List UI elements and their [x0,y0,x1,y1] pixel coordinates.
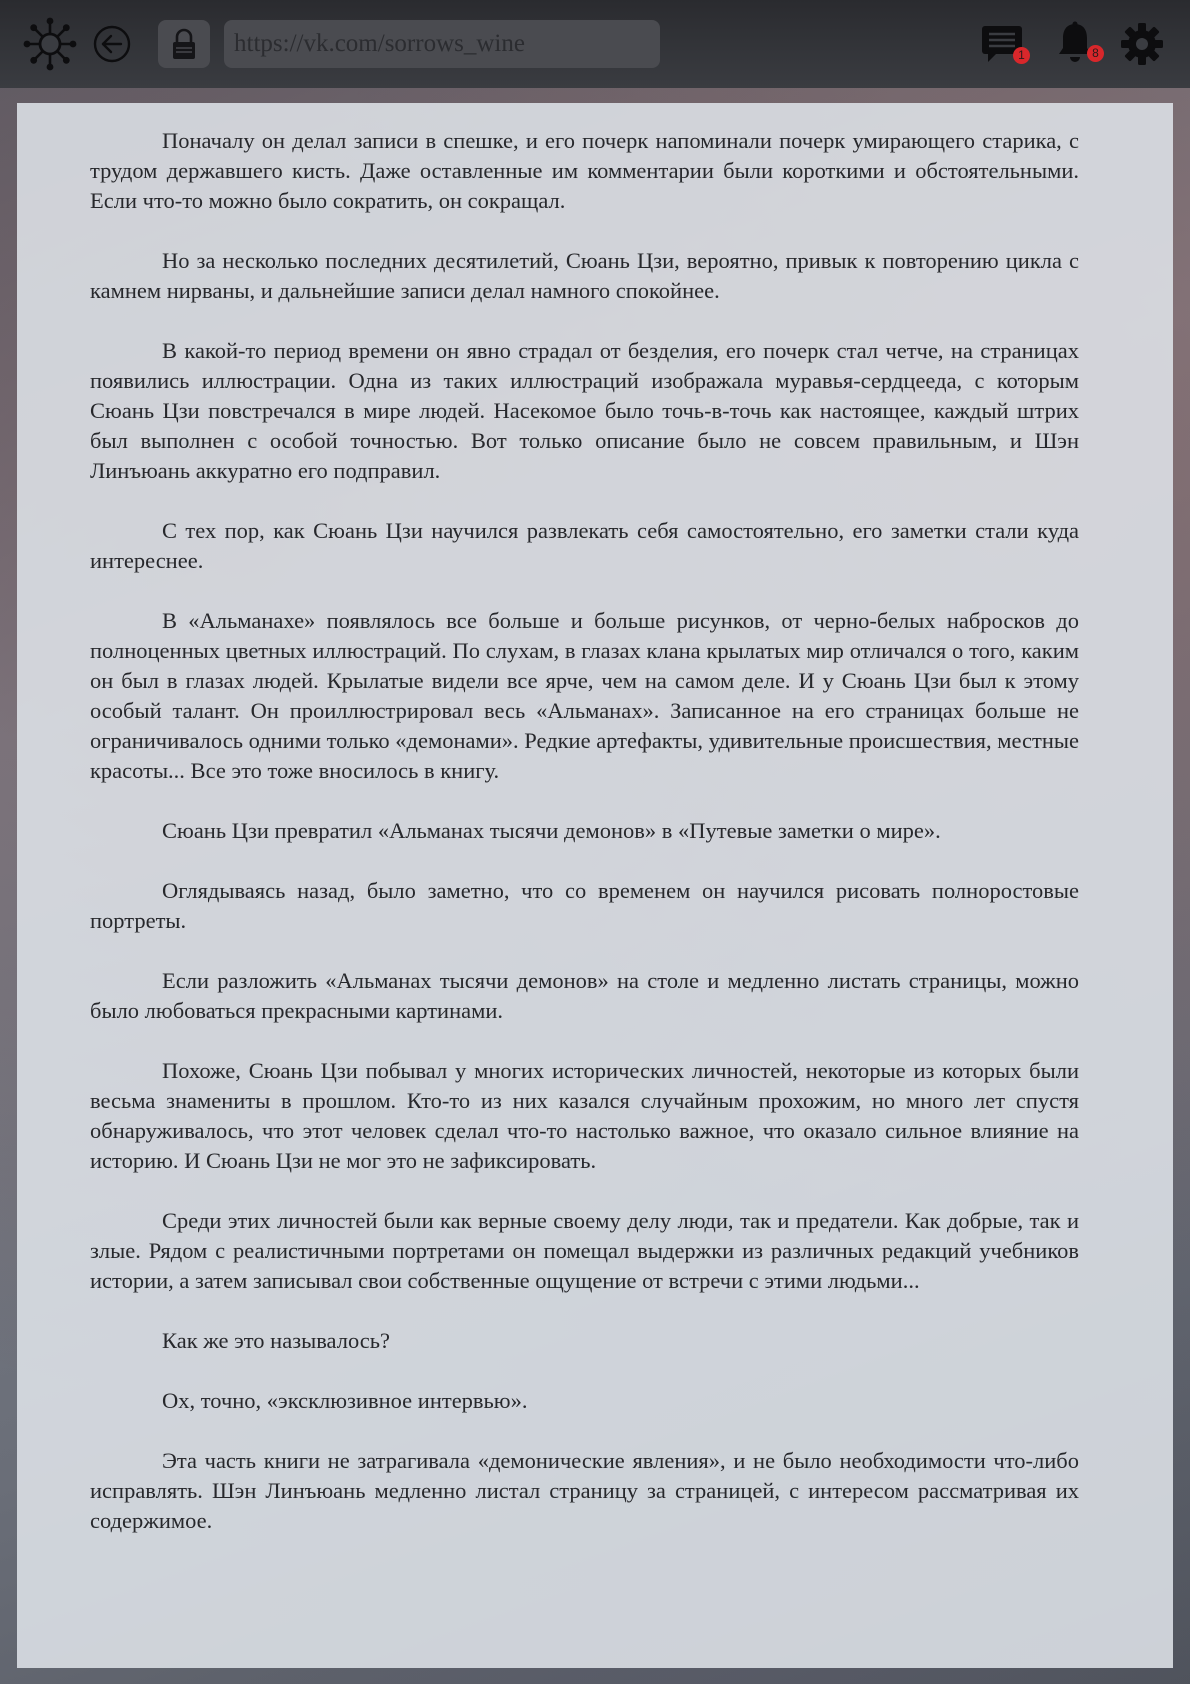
paragraph: Но за несколько последних десятилетий, Сюань Цзи, вероятно, привык к повторению цикла с камнем нирваны, и дальнейшие записи делал намного спокойнее. [90,248,1079,303]
paragraph: Если разложить «Альманах тысячи демонов» на столе и медленно листать страницы, можно было любоваться прекрасными картинами. [90,968,1079,1023]
paragraph: Сюань Цзи превратил «Альманах тысячи демонов» в «Путевые заметки о мире». [162,818,941,843]
lock-icon[interactable] [158,20,210,68]
url-input[interactable] [224,20,660,68]
paragraph: Среди этих личностей были как верные своему делу люди, так и предатели. Как добрые, так и злые. Рядом с реалистичными портретами он помещал выдержки из различных редакций учебников истории, а затем записывал свои собственные ощущение от встречи с этими людьми... [90,1208,1079,1293]
gear-icon[interactable] [1118,20,1166,68]
messages-button[interactable] [978,22,1026,66]
sun-network-icon[interactable] [22,16,78,72]
paragraph: Похоже, Сюань Цзи побывал у многих исторических личностей, некоторые из которых были весьма знамениты в прошлом. Кто-то из них казался случайным прохожим, но много лет спустя обнаруживалось, что этот человек сделал что-то настолько важное, что оказало сильное влияние на историю. И Сюань Цзи не мог это не зафиксировать. [90,1058,1079,1173]
paragraph: Оглядываясь назад, было заметно, что со временем он научился рисовать полноростовые портреты. [90,878,1079,933]
paragraph: В «Альманахе» появлялось все больше и больше рисунков, от черно-белых набросков до полноценных цветных иллюстраций. По слухам, в глазах клана крылатых мир отличался о того, каким он был в глазах людей. Крылатые видели все ярче, чем на самом деле. И у Сюань Цзи был к этому особый талант. Он проиллюстрировал весь «Альманах». Записанное на его страницах больше не ограничивалось одними только «демонами». Редкие артефакты, удивительные происшествия, местные красоты... Все это тоже вносилось в книгу. [90,608,1079,783]
paragraph: Эта часть книги не затрагивала «демонические явления», и не было необходимости что-либо исправлять. Шэн Линъюань медленно листал страницу за страницей, с интересом рассматривая их содержимое. [90,1448,1079,1533]
paragraph: С тех пор, как Сюань Цзи научился развлекать себя самостоятельно, его заметки стали куда интереснее. [90,518,1079,573]
article-body [90,126,1079,1566]
paragraph: В какой-то период времени он явно страдал от безделия, его почерк стал четче, на страницах появились иллюстрации. Одна из таких иллюстраций изображала муравья-сердцееда, с которым Сюань Цзи повстречался в мире людей. Насекомое было точь-в-точь как настоящее, каждый штрих был выполнен с особой точностью. Вот только описание было не совсем правильным, и Шэн Линъюань аккуратно его подправил. [90,338,1079,483]
paragraph: Поначалу он делал записи в спешке, и его почерк напоминали почерк умирающего старика, с трудом державшего кисть. Даже оставленные им комментарии были короткими и обстоятельными. Если что-то можно было сократить, он сокращал. [90,128,1079,213]
notifications-button[interactable] [1052,18,1098,68]
notifications-badge: 8 [1087,45,1104,62]
messages-badge: 1 [1013,47,1030,64]
back-arrow-icon[interactable] [92,24,132,64]
paragraph: Ох, точно, «эксклюзивное интервью». [162,1388,528,1413]
paragraph: Как же это называлось? [162,1328,390,1353]
top-toolbar [0,0,1190,88]
